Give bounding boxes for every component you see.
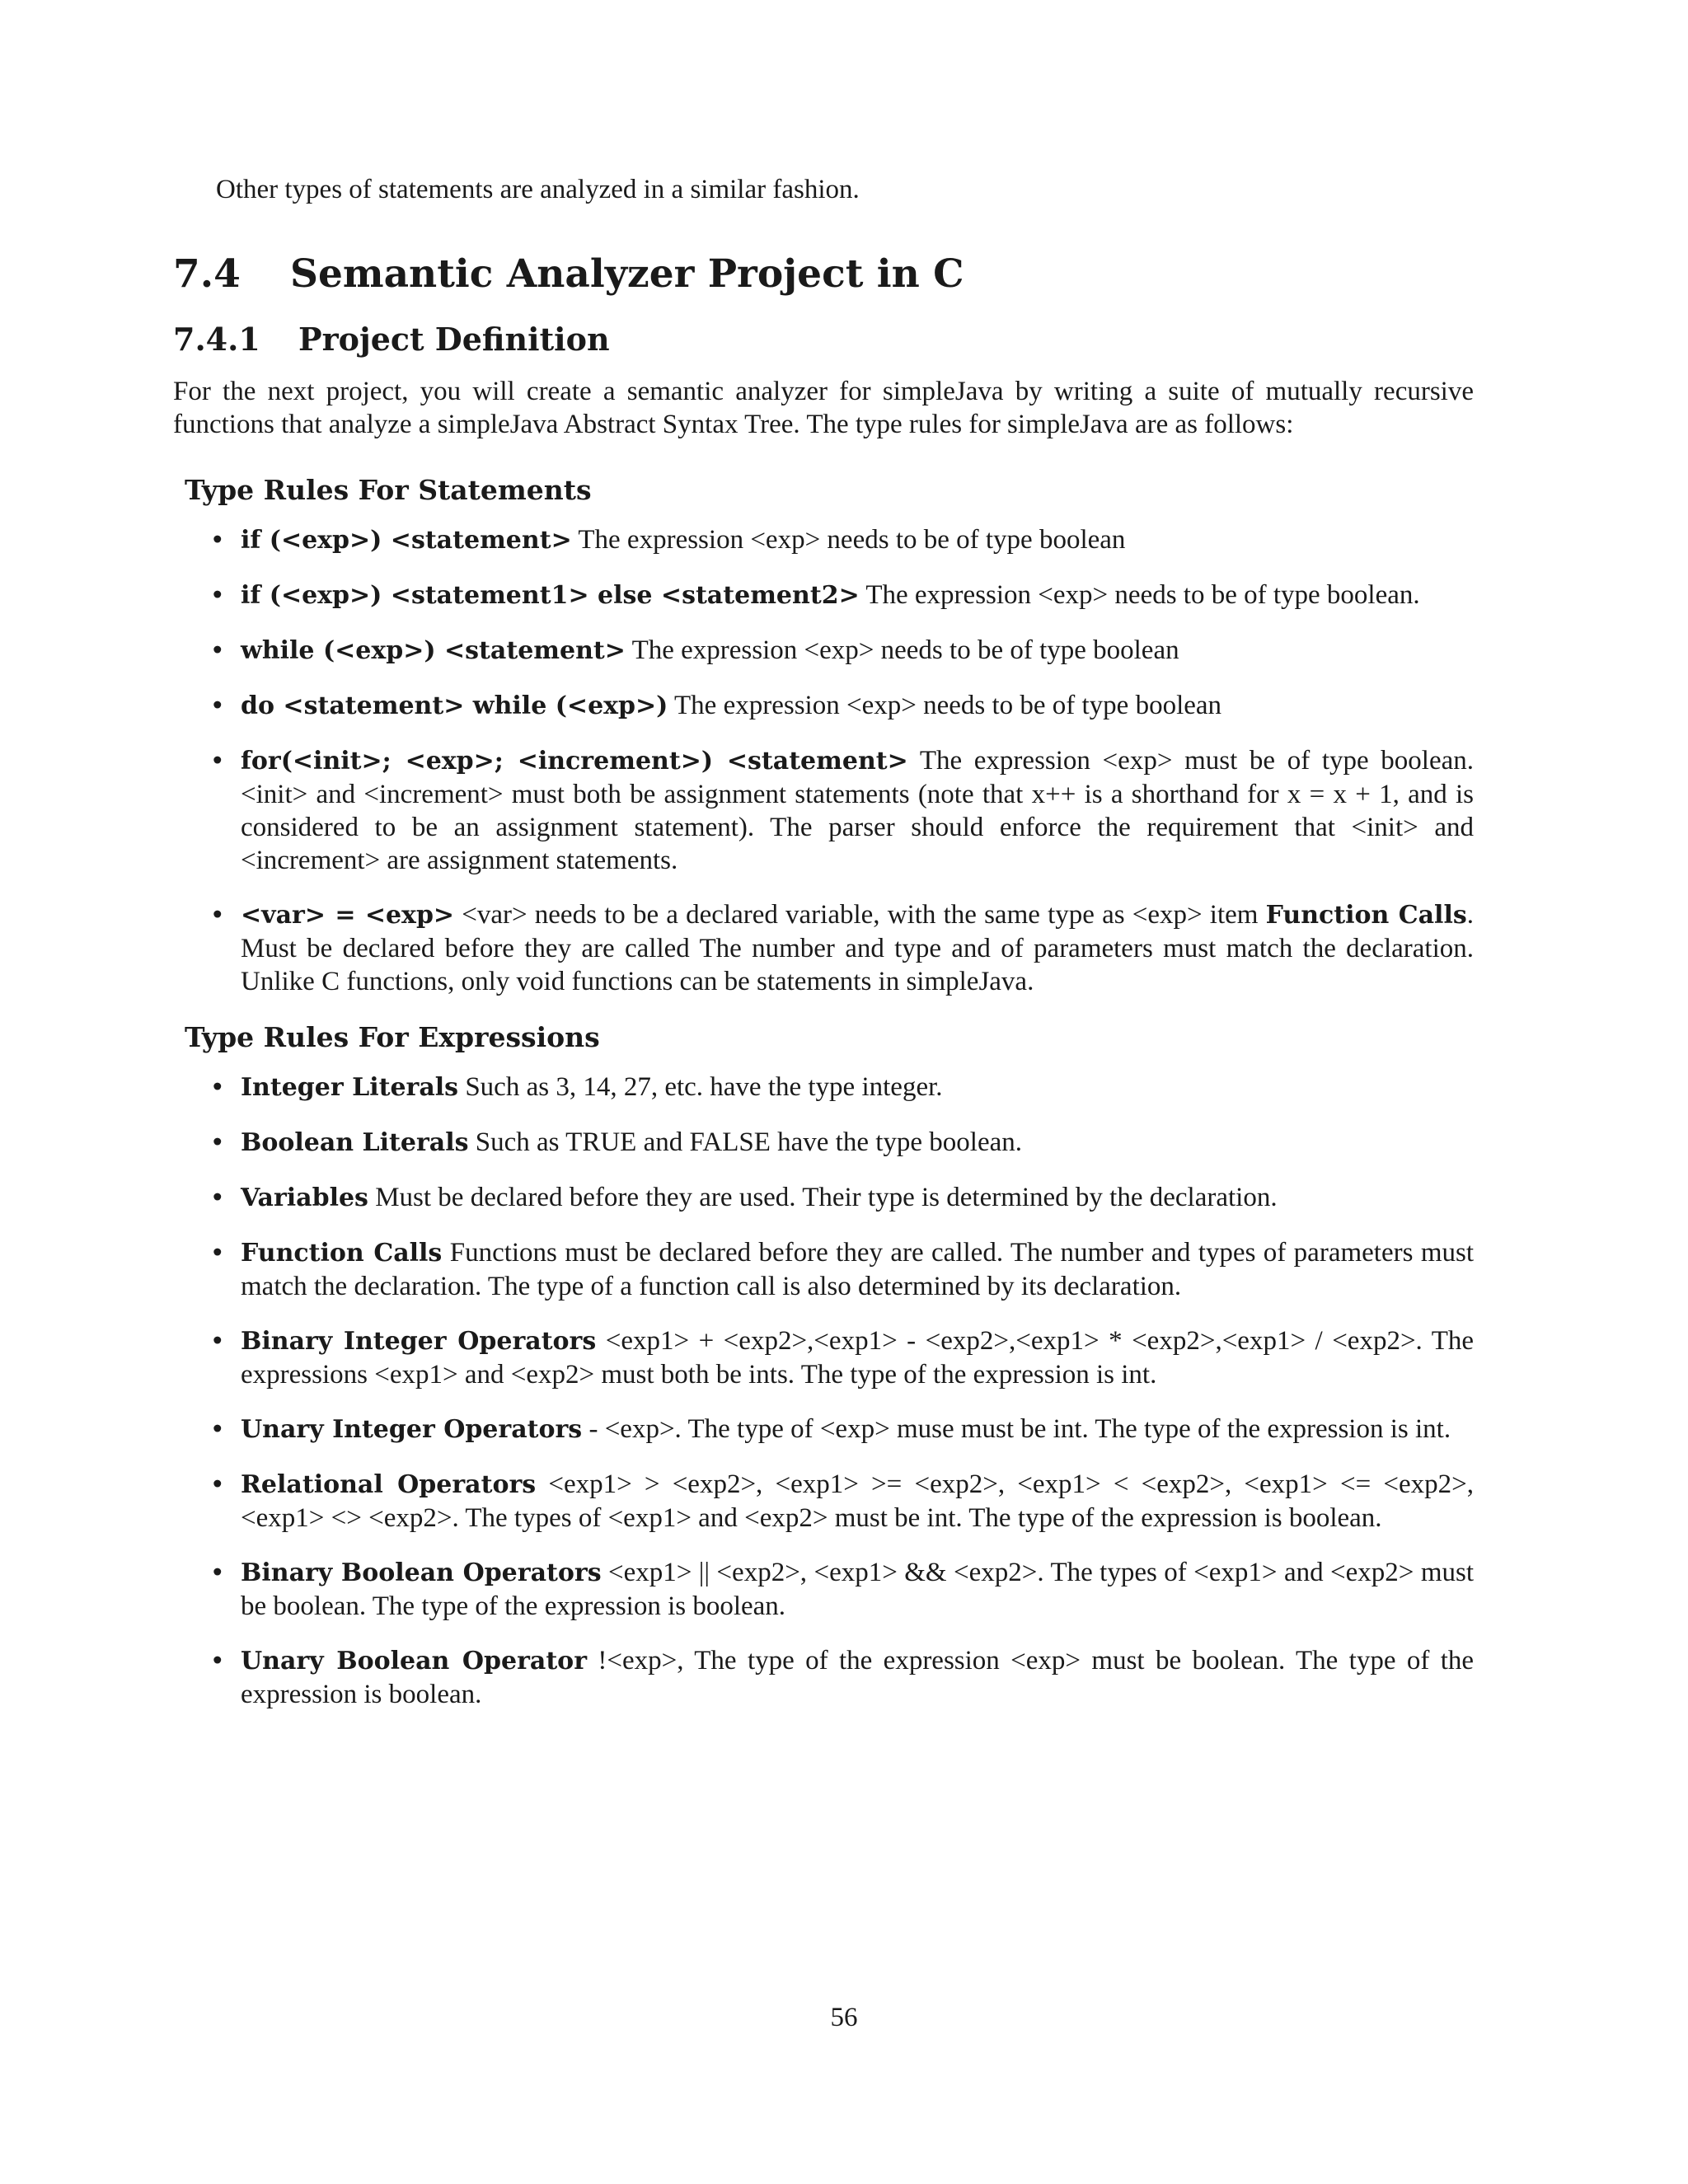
rule-text: The expression <exp> needs to be of type boolean bbox=[668, 691, 1222, 720]
bullet-icon: • bbox=[213, 1238, 223, 1268]
rule-text: - <exp>. The type of <exp> muse must be int. The type of the expression is int. bbox=[582, 1414, 1451, 1444]
bullet-icon: • bbox=[213, 1414, 223, 1444]
rule-text: The expression <exp> needs to be of type boolean bbox=[625, 635, 1179, 665]
list-item bbox=[213, 579, 1474, 612]
subsection-title: Project Definition bbox=[298, 321, 610, 358]
list-item bbox=[213, 1071, 1474, 1104]
list-item bbox=[213, 744, 1474, 877]
rule-text: <exp1> || <exp2>, <exp1> && <exp2>. The types of <exp1> and <exp2> must be boolean. The type of the expression is boolean. bbox=[241, 1558, 1474, 1621]
list-item bbox=[213, 1413, 1474, 1446]
section-title: Semantic Analyzer Project in C bbox=[290, 251, 964, 297]
subsection-number: 7.4.1 bbox=[173, 321, 260, 358]
rule-text: !<exp>, The type of the expression <exp> must be boolean. The type of the expression is boolean. bbox=[241, 1646, 1475, 1709]
bullet-icon: • bbox=[213, 1072, 223, 1102]
rule-text: Such as 3, 14, 27, etc. have the type integer. bbox=[458, 1072, 943, 1102]
list-item bbox=[213, 898, 1474, 998]
rule-term: Function Calls bbox=[241, 1239, 443, 1268]
expression-rules-list bbox=[173, 1071, 1474, 1711]
list-item bbox=[213, 1468, 1474, 1535]
rule-term: Integer Literals bbox=[241, 1073, 459, 1102]
list-item bbox=[213, 1236, 1474, 1303]
rule-term: if (<exp>) <statement1> else <statement2> bbox=[241, 581, 860, 610]
bullet-icon: • bbox=[213, 1183, 223, 1212]
rule-term: Binary Integer Operators bbox=[241, 1327, 597, 1356]
bullet-icon: • bbox=[213, 691, 223, 720]
list-item bbox=[213, 1556, 1474, 1623]
list-item bbox=[213, 1181, 1474, 1215]
rule-term: <var> = <exp> bbox=[241, 901, 455, 930]
rule-term: Variables bbox=[241, 1183, 368, 1212]
statement-rules-list bbox=[173, 523, 1474, 998]
page-number: 56 bbox=[830, 2003, 858, 2032]
rule-term-inline: Function Calls bbox=[1265, 901, 1467, 930]
rule-term: Boolean Literals bbox=[241, 1128, 469, 1157]
rule-text: The expression <exp> needs to be of type boolean bbox=[571, 525, 1126, 555]
bullet-icon: • bbox=[213, 1326, 223, 1356]
bullet-icon: • bbox=[213, 1127, 223, 1157]
rule-text: The expression <exp> must be of type boolean. <init> and <increment> must both be assignment statements (note that x++ is a shorthand for x = x + 1, and is considered to be an assignment statement). The parser should enforce the requirement that <init> and <increment> are assignment statements. bbox=[241, 746, 1474, 875]
rule-text: Such as TRUE and FALSE have the type boolean. bbox=[468, 1127, 1023, 1157]
bullet-icon: • bbox=[213, 1469, 223, 1499]
intro-line: Other types of statements are analyzed in a similar fashion. bbox=[216, 175, 860, 204]
bullet-icon: • bbox=[213, 635, 223, 665]
page-content bbox=[173, 173, 1474, 1734]
rule-term: Unary Integer Operators bbox=[241, 1415, 583, 1444]
rule-term: while (<exp>) <statement> bbox=[241, 636, 626, 665]
bullet-icon: • bbox=[213, 580, 223, 610]
list-item bbox=[213, 523, 1474, 557]
rule-text: <exp1> > <exp2>, <exp1> >= <exp2>, <exp1> < <exp2>, <exp1> <= <exp2>, <exp1> <> <exp2>. The types of <exp1> and <exp2> must be int. The type of the expression is boolean. bbox=[241, 1469, 1474, 1533]
rule-text: <exp1> + <exp2>,<exp1> - <exp2>,<exp1> * <exp2>,<exp1> / <exp2>. The expressions <exp1> and <exp2> must both be ints. The type of the expression is int. bbox=[241, 1326, 1474, 1390]
rule-text: <var> needs to be a declared variable, with the same type as <exp> item bbox=[454, 900, 1266, 930]
rule-term: do <statement> while (<exp>) bbox=[241, 691, 668, 720]
statements-heading: Type Rules For Statements bbox=[185, 474, 592, 506]
section-number: 7.4 bbox=[173, 251, 241, 297]
rule-term: Unary Boolean Operator bbox=[241, 1647, 588, 1675]
bullet-icon: • bbox=[213, 1646, 223, 1675]
section-heading bbox=[173, 251, 1474, 298]
expressions-heading: Type Rules For Expressions bbox=[185, 1021, 600, 1053]
rule-text: The expression <exp> needs to be of type boolean. bbox=[859, 580, 1420, 610]
list-item bbox=[213, 634, 1474, 668]
subsection-heading bbox=[173, 321, 1474, 359]
rule-text-continued: . Must be declared before they are called The number and type and of parameters must match the declaration. Unlike C functions, only void functions can be statements in simpleJava. bbox=[241, 900, 1474, 996]
rule-text: Must be declared before they are used. Their type is determined by the declaration. bbox=[368, 1183, 1278, 1212]
bullet-icon: • bbox=[213, 1558, 223, 1587]
bullet-icon: • bbox=[213, 900, 223, 930]
rule-term: if (<exp>) <statement> bbox=[241, 526, 572, 555]
list-item bbox=[213, 1126, 1474, 1160]
bullet-icon: • bbox=[213, 746, 223, 776]
rule-term: Relational Operators bbox=[241, 1470, 537, 1499]
rule-term: Binary Boolean Operators bbox=[241, 1558, 602, 1587]
list-item bbox=[213, 689, 1474, 723]
list-item bbox=[213, 1644, 1475, 1711]
rule-text: Functions must be declared before they are called. The number and types of parameters must match the declaration. The type of a function call is also determined by its declaration. bbox=[241, 1238, 1474, 1301]
rule-term: for(<init>; <exp>; <increment>) <statement> bbox=[241, 747, 908, 776]
project-paragraph: For the next project, you will create a semantic analyzer for simpleJava by writing a suite of mutually recursive functions that analyze a simpleJava Abstract Syntax Tree. The type rules for simpleJava are as follows: bbox=[173, 377, 1474, 439]
bullet-icon: • bbox=[213, 525, 223, 555]
list-item bbox=[213, 1324, 1474, 1391]
